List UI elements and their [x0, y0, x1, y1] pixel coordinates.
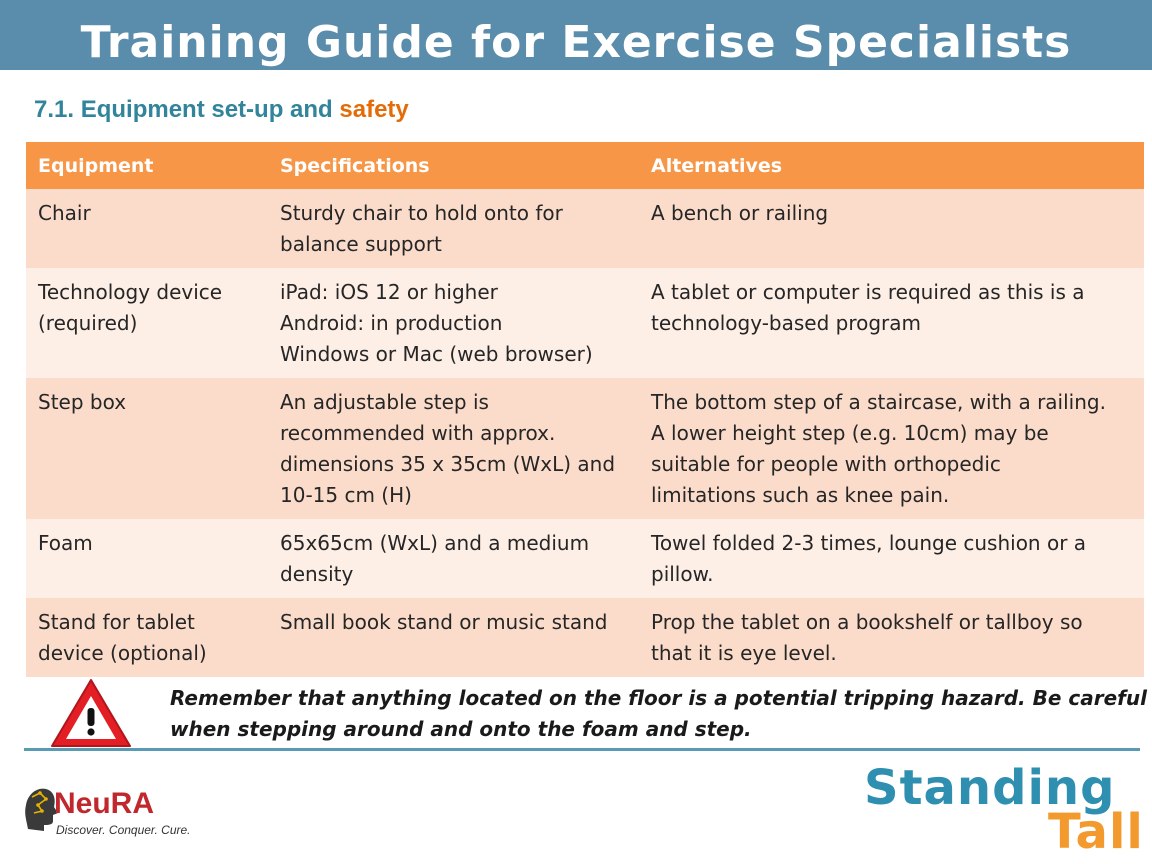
cell-line: A lower height step (e.g. 10cm) may be [651, 421, 1049, 445]
cell-line: The bottom step of a staircase, with a railing. [651, 390, 1106, 414]
cell-line: Sturdy chair to hold onto for [280, 201, 563, 225]
page-title: Training Guide for Exercise Specialists [80, 17, 1072, 68]
cell-line: technology-based program [651, 311, 922, 335]
column-header-specifications: Specifications [268, 142, 639, 189]
specifications-cell [268, 519, 639, 598]
cell-line: Chair [38, 201, 91, 225]
section-heading [34, 96, 409, 124]
equipment-cell [26, 268, 268, 378]
equipment-cell [26, 189, 268, 268]
warning-line: when stepping around and onto the foam and step. [170, 717, 752, 741]
cell-line: Small book stand or music stand [280, 610, 608, 634]
cell-line: 10-15 cm (H) [280, 483, 412, 507]
alternatives-cell [639, 378, 1144, 519]
column-header-alternatives: Alternatives [639, 142, 1144, 189]
cell-line: 65x65cm (WxL) and a medium [280, 531, 590, 555]
specifications-cell [268, 189, 639, 268]
cell-line: Step box [38, 390, 127, 414]
footer-divider [24, 748, 1140, 751]
cell-line: A tablet or computer is required as this is a [651, 280, 1085, 304]
cell-line: (required) [38, 311, 138, 335]
cell-line: Towel folded 2-3 times, lounge cushion or a [651, 531, 1087, 555]
neura-logo [20, 783, 220, 845]
cell-line: Windows or Mac (web browser) [280, 342, 593, 366]
alternatives-cell [639, 598, 1144, 677]
table-header-row [26, 142, 1144, 189]
cell-line: that it is eye level. [651, 641, 837, 665]
cell-line: A bench or railing [651, 201, 829, 225]
cell-line: limitations such as knee pain. [651, 483, 950, 507]
standing-tall-logo [864, 760, 1144, 860]
cell-line: dimensions 35 x 35cm (WxL) and [280, 452, 616, 476]
table-row [26, 598, 1144, 677]
warning-triangle-icon [48, 676, 134, 750]
equipment-cell [26, 519, 268, 598]
cell-line: pillow. [651, 562, 714, 586]
alternatives-cell [639, 268, 1144, 378]
table-row [26, 378, 1144, 519]
warning-line: Remember that anything located on the floor is a potential tripping hazard. Be careful [170, 686, 1147, 710]
specifications-cell [268, 598, 639, 677]
equipment-cell [26, 598, 268, 677]
cell-line: Technology device [38, 280, 223, 304]
cell-line: Foam [38, 531, 93, 555]
table-row [26, 268, 1144, 378]
cell-line: device (optional) [38, 641, 207, 665]
table-row [26, 189, 1144, 268]
standing-tall-word-tall: Tall [1048, 804, 1144, 860]
specifications-cell [268, 378, 639, 519]
cell-line: Prop the tablet on a bookshelf or tallboy so [651, 610, 1083, 634]
cell-line: Stand for tablet [38, 610, 195, 634]
equipment-cell [26, 378, 268, 519]
section-heading-prefix: 7.1. Equipment set-up and [34, 96, 340, 123]
cell-line: recommended with approx. [280, 421, 556, 445]
cell-line: Android: in production [280, 311, 503, 335]
table-row [26, 519, 1144, 598]
equipment-table [26, 142, 1144, 677]
cell-line: suitable for people with orthopedic [651, 452, 1001, 476]
section-heading-accent: safety [339, 96, 409, 123]
safety-warning [170, 683, 1147, 745]
neura-name: NeuRA [54, 787, 155, 820]
cell-line: iPad: iOS 12 or higher [280, 280, 498, 304]
specifications-cell [268, 268, 639, 378]
cell-line: balance support [280, 232, 442, 256]
cell-line: density [280, 562, 354, 586]
column-header-equipment: Equipment [26, 142, 268, 189]
alternatives-cell [639, 189, 1144, 268]
header-bar [0, 0, 1152, 70]
standing-tall-word-standing: Standing [864, 760, 1116, 816]
alternatives-cell [639, 519, 1144, 598]
cell-line: An adjustable step is [280, 390, 489, 414]
neura-tagline: Discover. Conquer. Cure. [56, 823, 191, 837]
